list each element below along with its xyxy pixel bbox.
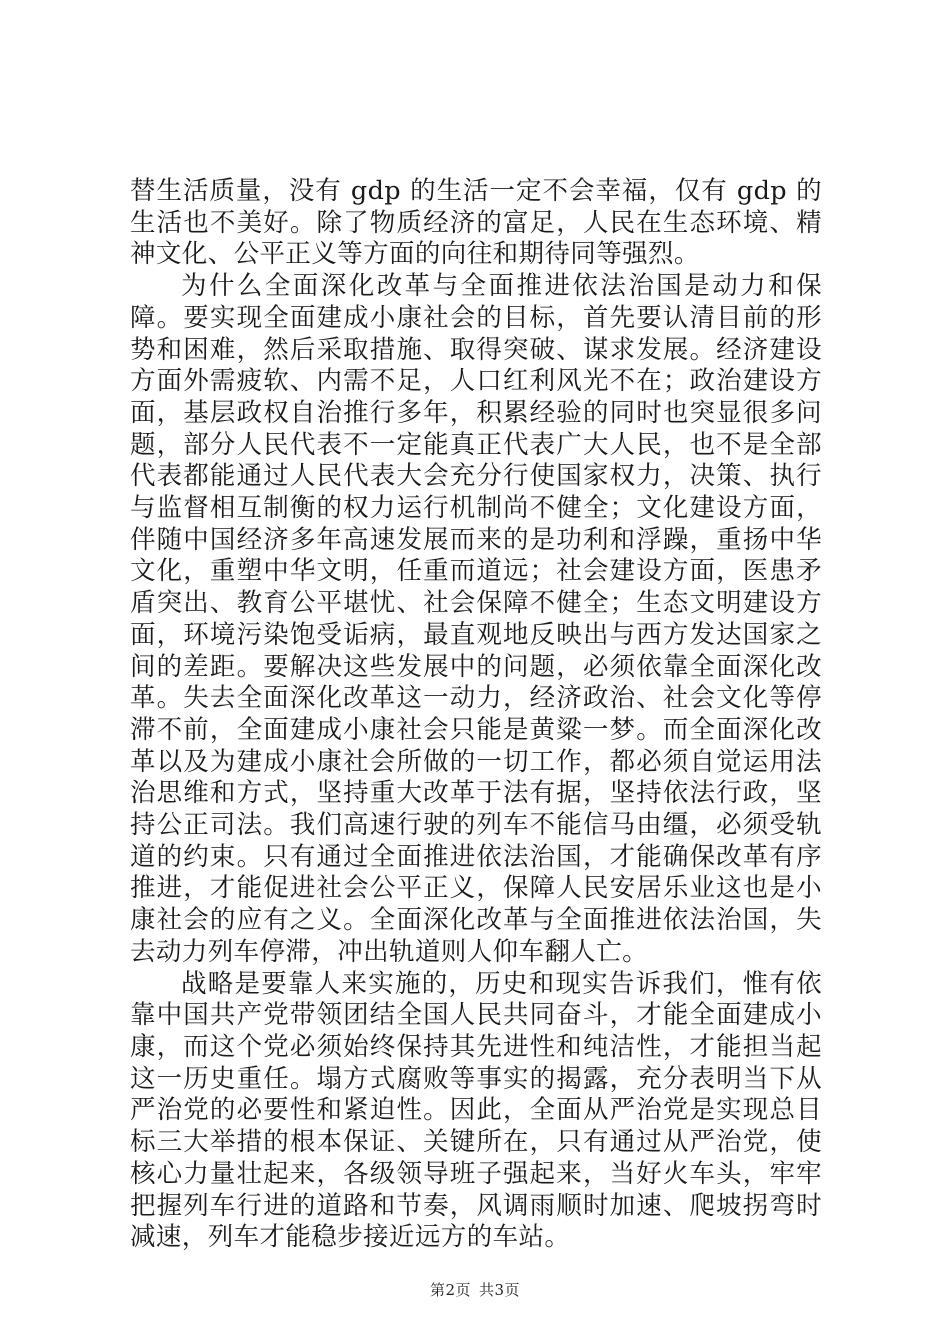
page-footer [0,1279,950,1300]
document-body [130,176,822,1254]
page-total: 共3页 [479,1281,521,1299]
paragraph-1: 替生活质量，没有 gdp 的生活一定不会幸福，仅有 gdp 的生活也不美好。除了物质经济的富足，人民在生态环境、精神文化、公平正义等方面的向往和期待同等强烈。 [130,176,822,270]
paragraph-3: 战略是要靠人来实施的，历史和现实告诉我们，惟有依靠中国共产党带领团结全国人民共同奋斗，才能全面建成小康，而这个党必须始终保持其先进性和纯洁性，才能担当起这一历史重任。塌方式腐败等事实的揭露，充分表明当下从严治党的必要性和紧迫性。因此，全面从严治党是实现总目标三大举措的根本保证、关键所在，只有通过从严治党，使核心力量壮起来，各级领导班子强起来，当好火车头，牢牢把握列车行进的道路和节奏，风调雨顺时加速、爬坡拐弯时减速，列车才能稳步接近远方的车站。 [130,968,822,1253]
page-number: 第2页 [429,1281,471,1299]
paragraph-2: 为什么全面深化改革与全面推进依法治国是动力和保障。要实现全面建成小康社会的目标，首先要认清目前的形势和困难，然后采取措施、取得突破、谋求发展。经济建设方面外需疲软、内需不足，人口红利风光不在；政治建设方面，基层政权自治推行多年，积累经验的同时也突显很多问题，部分人民代表不一定能真正代表广大人民，也不是全部代表都能通过人民代表大会充分行使国家权力，决策、执行与监督相互制衡的权力运行机制尚不健全；文化建设方面，伴随中国经济多年高速发展而来的是功利和浮躁，重扬中华文化，重塑中华文明，任重而道远；社会建设方面，医患矛盾突出、教育公平堪忧、社会保障不健全；生态文明建设方面，环境污染饱受诟病，最直观地反映出与西方发达国家之间的差距。要解决这些发展中的问题，必须依靠全面深化改革。失去全面深化改革这一动力，经济政治、社会文化等停滞不前，全面建成小康社会只能是黄粱一梦。而全面深化改革以及为建成小康社会所做的一切工作，都必须自觉运用法治思维和方式，坚持重大改革于法有据，坚持依法行政，坚持公正司法。我们高速行驶的列车不能信马由缰，必须受轨道的约束。只有通过全面推进依法治国，才能确保改革有序推进，才能促进社会公平正义，保障人民安居乐业这也是小康社会的应有之义。全面深化改革与全面推进依法治国，失去动力列车停滞，冲出轨道则人仰车翻人亡。 [130,271,822,967]
